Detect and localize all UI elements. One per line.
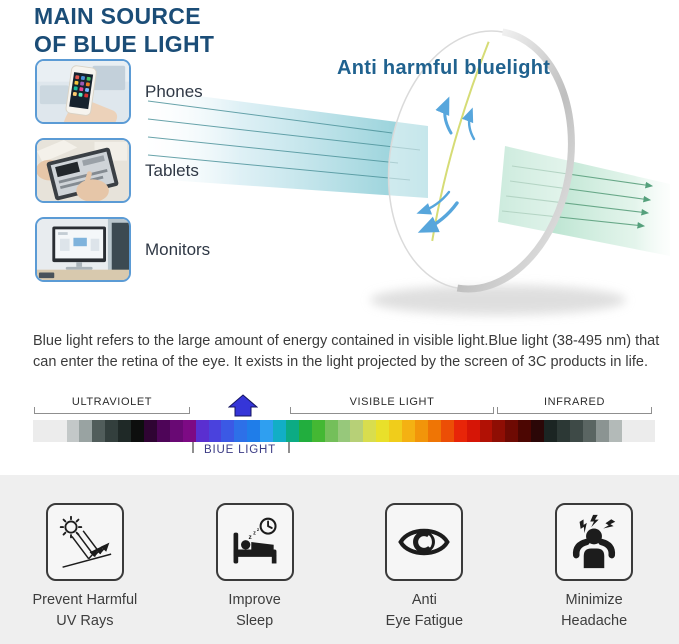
benefit-minimize-headache (509, 503, 679, 644)
source-item-phones (35, 59, 203, 124)
spectrum-segment (105, 420, 118, 442)
spectrum-segment (118, 420, 131, 442)
page-title-line1: MAIN SOURCE (34, 3, 201, 29)
ultraviolet-range-bracket (34, 396, 190, 414)
spectrum-segment (531, 420, 544, 442)
spectrum-segment (363, 420, 376, 442)
blue-light-description (33, 331, 665, 372)
blue-light-label: BIUE LIGHT (204, 444, 276, 456)
spectrum-segment (312, 420, 325, 442)
benefit-label: Minimize Headache (561, 592, 628, 629)
spectrum-segment (557, 420, 570, 442)
source-label-tablets: Tablets (145, 160, 199, 180)
benefit-label: Improve Sleep (228, 592, 281, 629)
source-label-phones: Phones (145, 81, 203, 101)
headache-icon (566, 514, 622, 570)
page-title-line2: OF BLUE LIGHT (34, 31, 215, 57)
spectrum-segment (389, 420, 402, 442)
spectrum-segment (131, 420, 144, 442)
eye-icon (396, 514, 452, 570)
spectrum-segment (299, 420, 312, 442)
spectrum-segment (273, 420, 286, 442)
spectrum-segment (428, 420, 441, 442)
spectrum-segment (221, 420, 234, 442)
benefit-label: Anti Eye Fatigue (385, 592, 464, 629)
spectrum-segment (325, 420, 338, 442)
benefit-anti-eye-fatigue (340, 503, 510, 644)
infrared-range-bracket (497, 396, 652, 414)
spectrum-segment (92, 420, 105, 442)
tablet-photo (35, 138, 131, 203)
benefit-box (216, 503, 294, 581)
spectrum-segment (183, 420, 196, 442)
spectrum-segment (209, 420, 222, 442)
spectrum-segment (79, 420, 92, 442)
blue-light-arrow-icon (228, 394, 258, 417)
spectrum-segment (492, 420, 505, 442)
spectrum-segment (376, 420, 389, 442)
source-item-tablets (35, 138, 199, 203)
spectrum-segment (350, 420, 363, 442)
benefit-box (46, 503, 124, 581)
lens-caption: Anti harmful bluelight (337, 57, 551, 79)
benefit-box (385, 503, 463, 581)
spectrum-segment (441, 420, 454, 442)
spectrum-segment (583, 420, 596, 442)
monitor-photo (35, 217, 131, 282)
benefits-section (0, 475, 679, 644)
spectrum-segment (402, 420, 415, 442)
uv-rays-icon (57, 514, 113, 570)
page-title (34, 2, 214, 58)
source-label-monitors: Monitors (145, 239, 211, 259)
spectrum-segment (467, 420, 480, 442)
benefit-label: Prevent Harmful UV Rays (32, 592, 138, 629)
spectrum-segment (570, 420, 583, 442)
ultraviolet-label: ULTRAVIOLET (71, 396, 153, 408)
visible-light-label: VISIBLE LIGHT (349, 396, 435, 408)
svg-text:z: z (252, 530, 256, 537)
infrared-label: INFRARED (543, 396, 606, 408)
improve-sleep-icon (227, 514, 283, 570)
svg-text:z: z (248, 534, 252, 542)
spectrum-segment (454, 420, 467, 442)
phone-photo (35, 59, 131, 124)
benefit-box (555, 503, 633, 581)
spectrum-segment (234, 420, 247, 442)
description-line2: can enter the retina of the eye. It exists in the light projected by the screen of 3C products in life. (33, 353, 648, 370)
spectrum-segment (415, 420, 428, 442)
svg-text:z: z (256, 526, 259, 532)
visible-light-range-bracket (290, 396, 494, 414)
spectrum-segment (518, 420, 531, 442)
lens-shadow (370, 285, 626, 315)
spectrum-segment (260, 420, 273, 442)
source-item-monitors (35, 217, 210, 282)
spectrum-segment (157, 420, 170, 442)
spectrum-segment (596, 420, 609, 442)
spectrum-segment (622, 420, 655, 442)
spectrum-segment (609, 420, 622, 442)
spectrum-segment (33, 420, 67, 442)
spectrum-segment (480, 420, 493, 442)
benefit-uv-protection (0, 503, 170, 644)
spectrum-segment (247, 420, 260, 442)
spectrum-segment (505, 420, 518, 442)
spectrum-segment (196, 420, 209, 442)
spectrum-segment (338, 420, 351, 442)
spectrum-segment (544, 420, 557, 442)
spectrum-segment (170, 420, 183, 442)
light-spectrum-diagram (0, 394, 679, 468)
spectrum-bar (33, 420, 655, 442)
spectrum-segment (67, 420, 80, 442)
spectrum-segment (144, 420, 157, 442)
benefit-improve-sleep (170, 503, 340, 644)
spectrum-segment (286, 420, 299, 442)
description-line1: Blue light refers to the large amount of energy contained in visible light.Blue light (38-495 nm) that (33, 333, 660, 349)
